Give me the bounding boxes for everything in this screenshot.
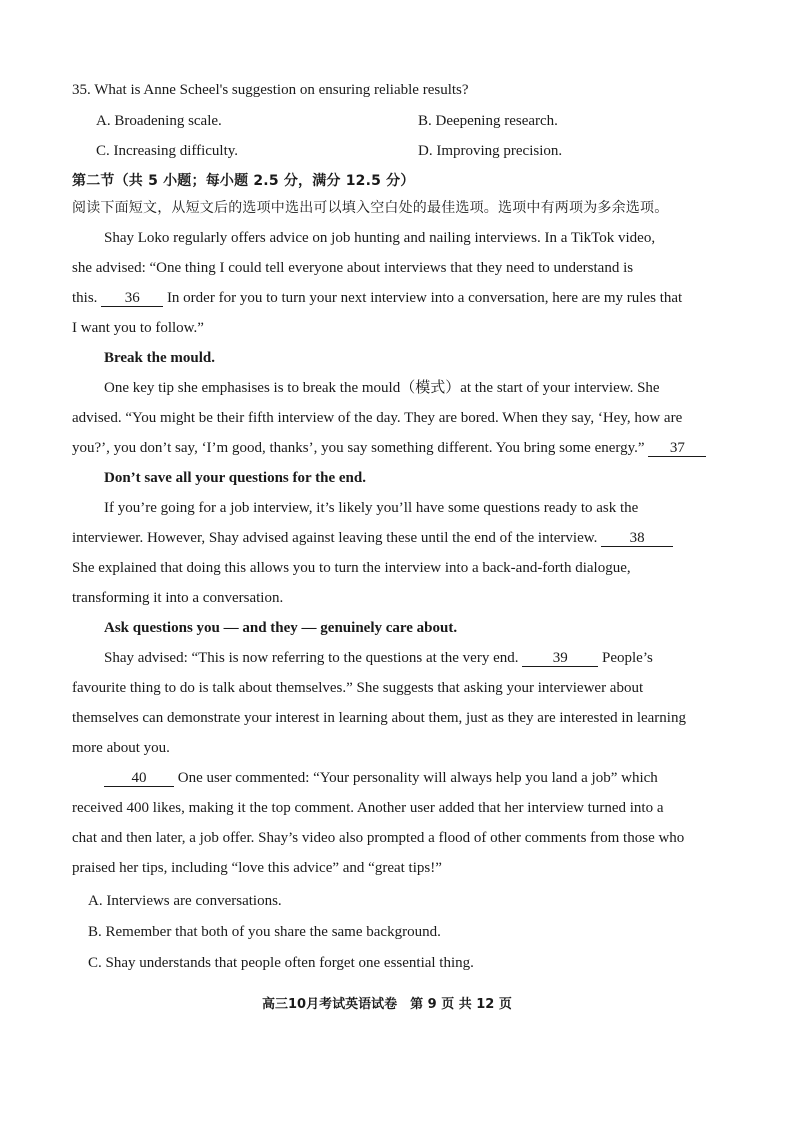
p4-line-2: favourite thing to do is talk about themselves.” She suggests that asking your interviewer about (72, 680, 644, 696)
p3-line-4: transforming it into a conversation. (72, 590, 284, 606)
blank-39: 39 (522, 650, 598, 667)
p3-line-2 (72, 528, 673, 548)
section-instruction: 阅读下面短文，从短文后的选项中选出可以填入空白处的最佳选项。选项中有两项为多余选项。 (72, 200, 669, 216)
blank-36: 36 (101, 290, 163, 307)
subheading-break-the-mould: Break the mould. (104, 350, 215, 366)
p1-line-3 (72, 288, 682, 308)
p1-line-4: I want you to follow.” (72, 320, 204, 336)
p3-line-3: She explained that doing this allows you to turn the interview into a back-and-forth dialogue, (72, 560, 631, 576)
p5-line-3: chat and then later, a job offer. Shay’s video also prompted a flood of other comments from those who (72, 830, 685, 846)
p2-line-3-text: you?’, you don’t say, ‘I’m good, thanks’, you say something different. You bring some energy.” (72, 440, 645, 456)
q35-option-a: A. Broadening scale. (96, 113, 222, 129)
page-footer: 高三10月考试英语试卷 第 9 页 共 12 页 (262, 997, 512, 1012)
q35-option-b: B. Deepening research. (418, 113, 558, 129)
p3-line-1: If you’re going for a job interview, it’s likely you’ll have some questions ready to ask the (104, 500, 639, 516)
p2-line-2: advised. “You might be their fifth interview of the day. They are bored. When they say, ‘Hey, how are (72, 410, 683, 426)
choice-a: A. Interviews are conversations. (88, 893, 282, 909)
p3-line-2-text: interviewer. However, Shay advised against leaving these until the end of the interview. (72, 530, 598, 546)
q35-option-c: C. Increasing difficulty. (96, 143, 239, 159)
p2-line-1: One key tip she emphasises is to break the mould（模式）at the start of your interview. She (104, 380, 660, 396)
blank-37: 37 (648, 440, 706, 457)
p4-line-1-pre: Shay advised: “This is now referring to the questions at the very end. (104, 650, 519, 666)
section-heading: 第二节（共 5 小题；每小题 2.5 分，满分 12.5 分） (72, 173, 415, 189)
p4-line-4: more about you. (72, 740, 170, 756)
choice-b: B. Remember that both of you share the same background. (88, 924, 441, 940)
p1-line-2: she advised: “One thing I could tell everyone about interviews that they need to understand is (72, 260, 634, 276)
subheading-ask-questions: Ask questions you — and they — genuinely care about. (104, 620, 458, 636)
p4-line-3: themselves can demonstrate your interest in learning about them, just as they are interested in learning (72, 710, 686, 726)
p4-line-1 (104, 648, 653, 668)
blank-38: 38 (601, 530, 673, 547)
subheading-questions-end: Don’t save all your questions for the end. (104, 470, 366, 486)
p5-line-1 (104, 768, 658, 788)
question-35-stem: 35. What is Anne Scheel's suggestion on ensuring reliable results? (72, 82, 469, 98)
p4-line-1-post: People’s (602, 650, 653, 666)
blank-40: 40 (104, 770, 174, 787)
p1-line-1: Shay Loko regularly offers advice on job hunting and nailing interviews. In a TikTok video, (104, 230, 656, 246)
p2-line-3 (72, 438, 706, 458)
p5-line-4: praised her tips, including “love this advice” and “great tips!” (72, 860, 442, 876)
q35-option-d: D. Improving precision. (418, 143, 563, 159)
choice-c: C. Shay understands that people often forget one essential thing. (88, 955, 474, 971)
p1-line-3-pre: this. (72, 290, 98, 306)
p5-line-2: received 400 likes, making it the top comment. Another user added that her interview turned into a (72, 800, 664, 816)
p5-line-1-post: One user commented: “Your personality will always help you land a job” which (177, 770, 658, 786)
p1-line-3-post: In order for you to turn your next interview into a conversation, here are my rules that (166, 290, 683, 306)
